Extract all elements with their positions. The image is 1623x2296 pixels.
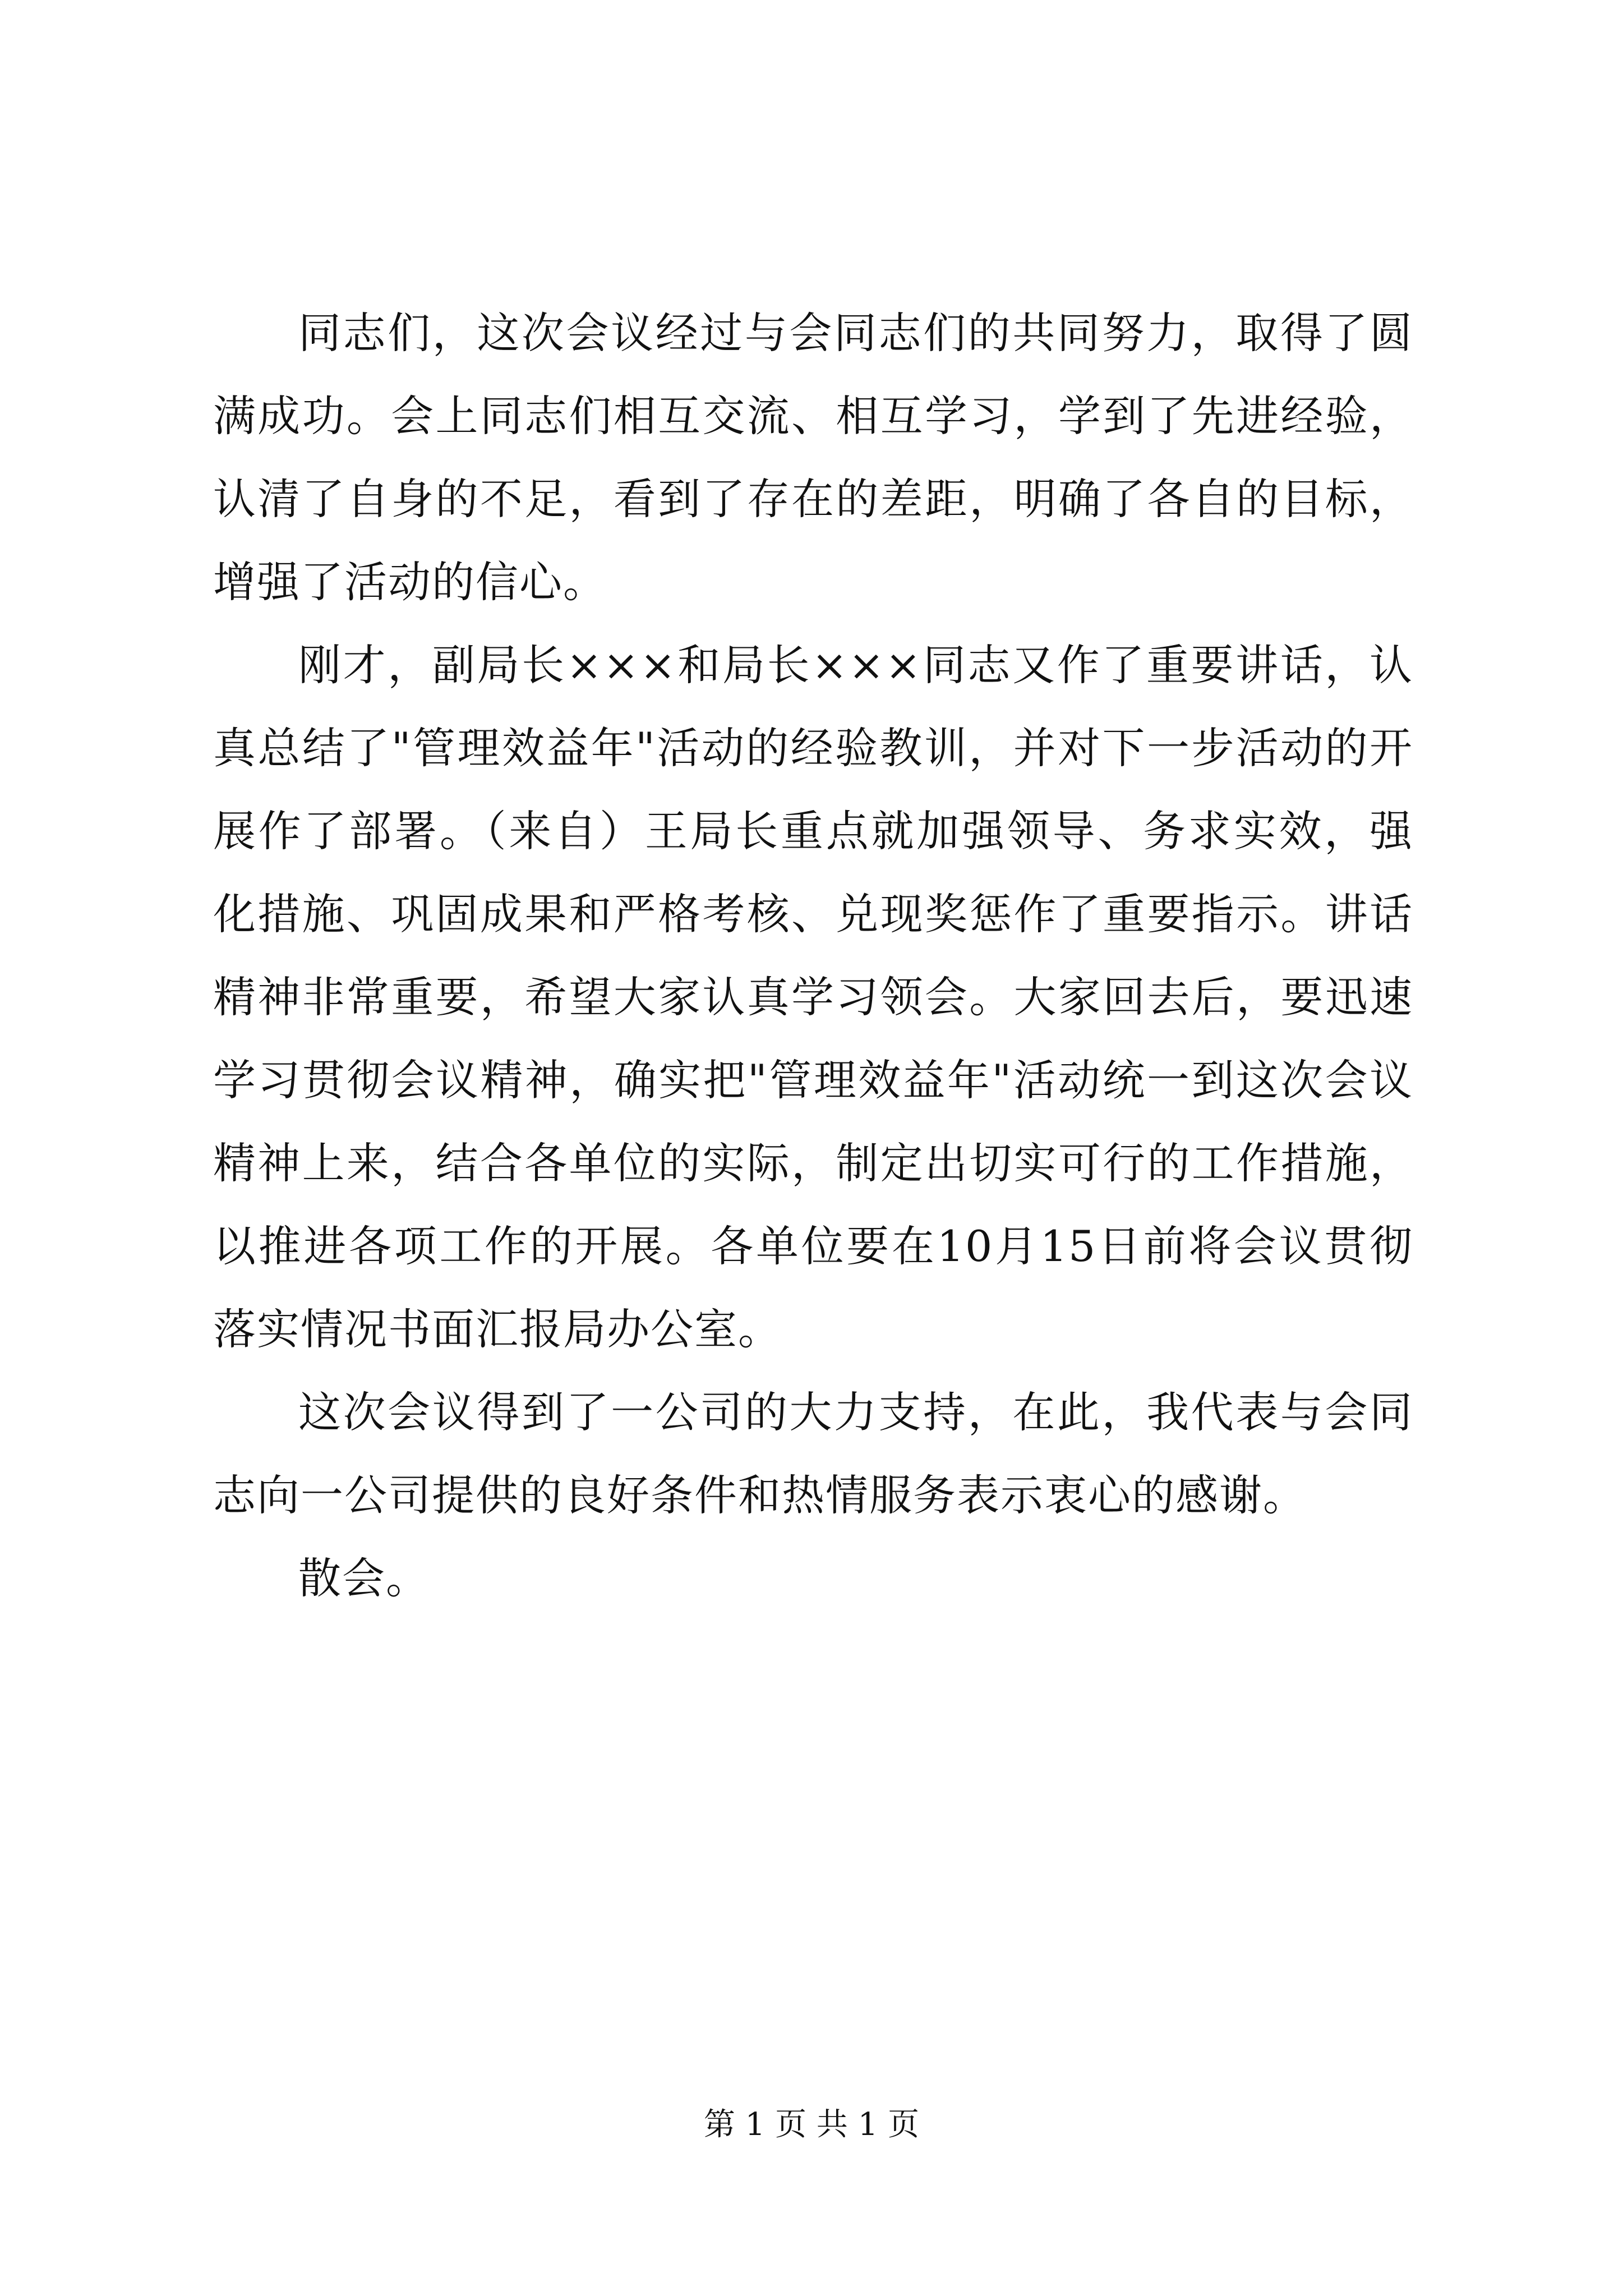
- paragraph-meeting-success: 同志们，这次会议经过与会同志们的共同努力，取得了圆满成功。会上同志们相互交流、相互学习，学到了先进经验，认清了自身的不足，看到了存在的差距，明确了各自的目标，增强了活动的信心。: [213, 308, 1413, 607]
- paragraph-leader-speech: 刚才，副局长×××和局长×××同志又作了重要讲话，认真总结了"管理效益年"活动的经验教训，并对下一步活动的开展作了部署。（来自）王局长重点就加强领导、务求实效，强化措施、巩固成果和严格考核、兑现奖惩作了重要指示。讲话精神非常重要，希望大家认真学习领会。大家回去后，要迅速学习贯彻会议精神，确实把"管理效益年"活动统一到这次会议精神上来，结合各单位的实际，制定出切实可行的工作措施，以推进各项工作的开展。各单位要在10月15日前将会议贯彻落实情况书面汇报局办公室。: [213, 640, 1413, 1354]
- paragraph-thanks: 这次会议得到了一公司的大力支持，在此，我代表与会同志向一公司提供的良好条件和热情服务表示衷心的感谢。: [213, 1387, 1413, 1520]
- paragraph-adjourn: 散会。: [298, 1553, 430, 1603]
- page-footer: 第 1 页 共 1 页: [703, 2106, 920, 2143]
- document-body: [213, 292, 1413, 1620]
